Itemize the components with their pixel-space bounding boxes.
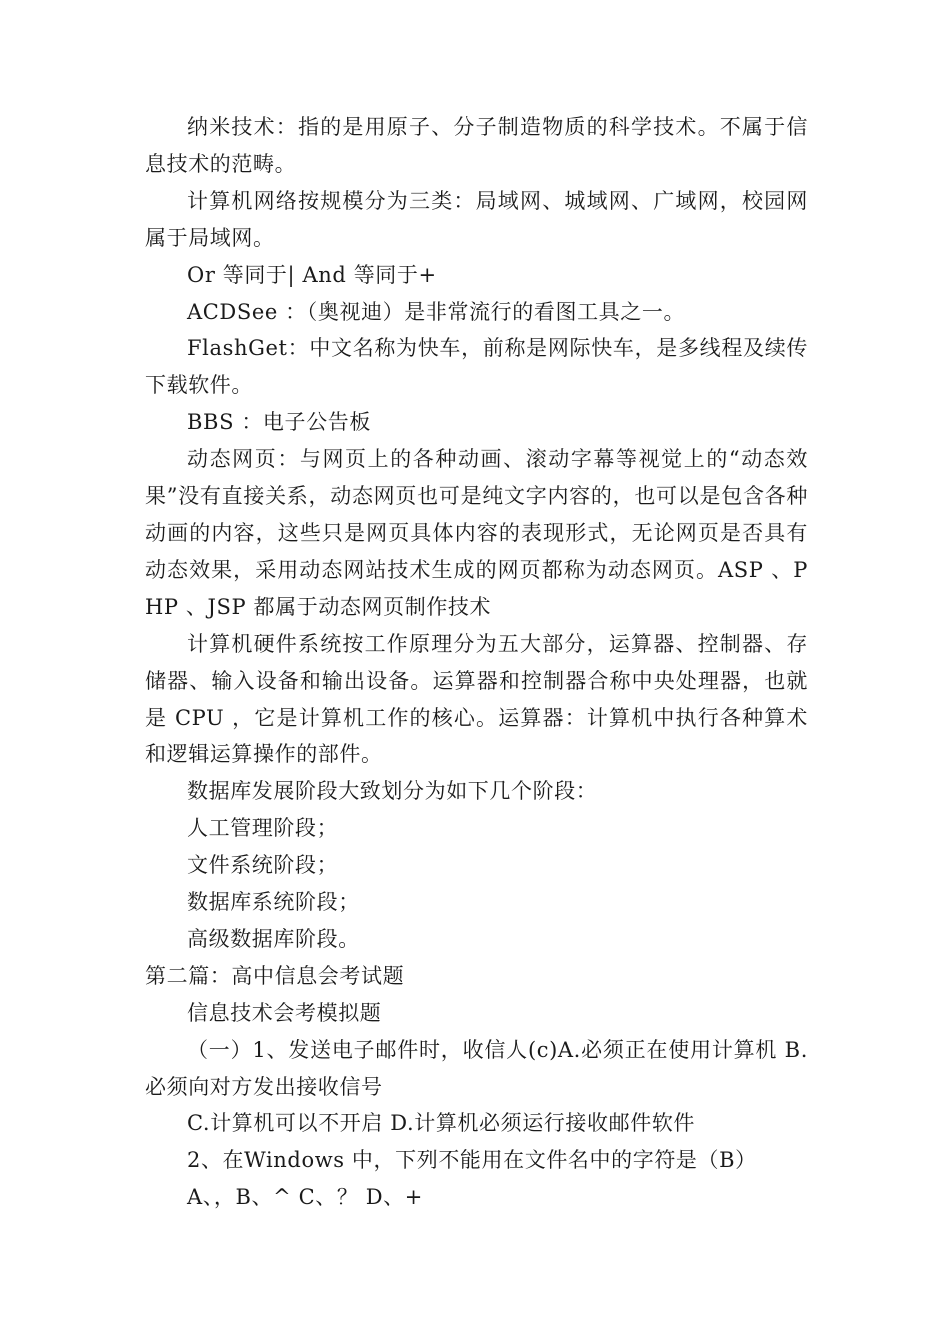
- question-2-options: A、，B、^ C、？ D、+: [187, 1185, 423, 1210]
- paragraph-hardware-system: 计算机硬件系统按工作原理分为五大部分，运算器、控制器、存储器、输入设备和输出设备。运算器和控制器合称中央处理器，也就是 CPU ，它是计算机工作的核心。运算器：计算机中执行各种算术和逻辑运算操作的部件。: [145, 631, 808, 767]
- question-1-options: C.计算机可以不开启 D.计算机必须运行接收邮件软件: [187, 1111, 696, 1136]
- list-item-stage-file-system: 文件系统阶段；: [187, 853, 339, 878]
- paragraph-nanotech: 纳米技术：指的是用原子、分子制造物质的科学技术。不属于信息技术的范畴。: [145, 115, 808, 176]
- question-2: 2、在Windows 中，下列不能用在文件名中的字符是（B）: [187, 1148, 757, 1173]
- paragraph-flashget: FlashGet：中文名称为快车，前称是网际快车，是多线程及续传下载软件。: [145, 336, 808, 398]
- paragraph-acdsee: ACDSee ：（奥视迪）是非常流行的看图工具之一。: [187, 299, 686, 324]
- paragraph-dynamic-webpage: 动态网页：与网页上的各种动画、滚动字幕等视觉上的“动态效果”没有直接关系，动态网页也可是纯文字内容的，也可以是包含各种动画的内容，这些只是网页具体内容的表现形式，无论网页是否具有动态效果，采用动态网站技术生成的网页都称为动态网页。ASP 、PHP 、JSP 都属于动态网页制作技术: [145, 447, 808, 619]
- section-subtitle-mock-exam: 信息技术会考模拟题: [187, 1000, 382, 1025]
- paragraph-database-stages-intro: 数据库发展阶段大致划分为如下几个阶段：: [187, 779, 598, 804]
- paragraph-network-scale: 计算机网络按规模分为三类：局域网、城域网、广域网，校园网属于局域网。: [145, 188, 808, 250]
- paragraph-or-and: Or 等同于| And 等同于+: [187, 262, 437, 287]
- list-item-stage-manual: 人工管理阶段；: [187, 816, 339, 841]
- list-item-stage-database-system: 数据库系统阶段；: [187, 890, 360, 915]
- document-body: [145, 109, 808, 1216]
- list-item-stage-advanced-database: 高级数据库阶段。: [187, 926, 360, 951]
- paragraph-bbs: BBS ：电子公告板: [187, 410, 371, 435]
- section-heading-part-two: 第二篇：高中信息会考试题: [145, 963, 405, 988]
- question-1: （一）1、发送电子邮件时，收信人(c)A.必须正在使用计算机 B.必须向对方发出接收信号: [145, 1037, 808, 1099]
